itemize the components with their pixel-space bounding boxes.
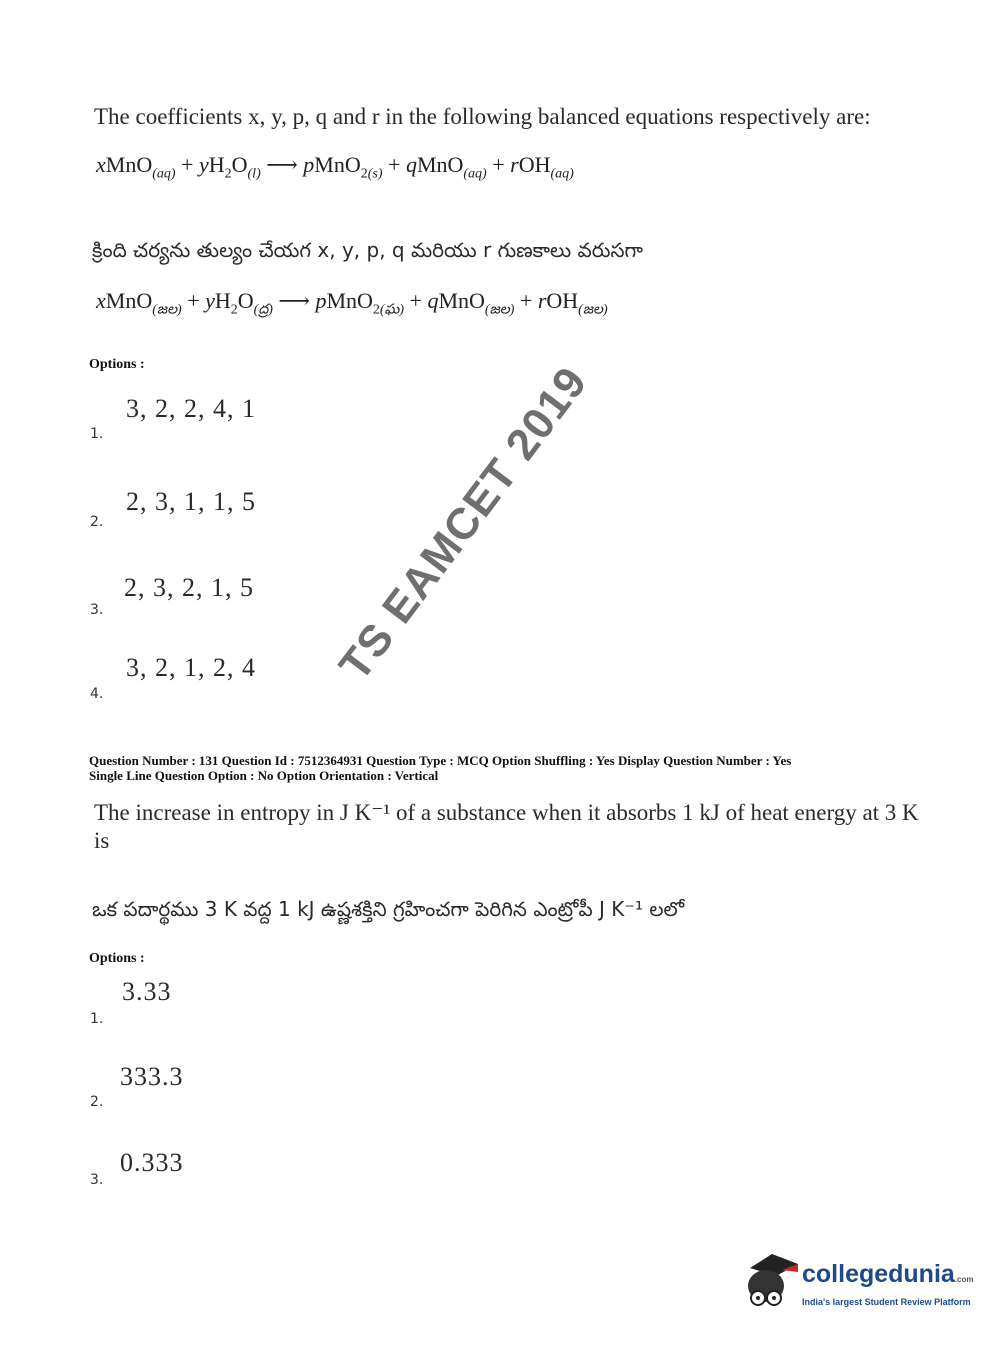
logo-tagline: India's largest Student Review Platform (802, 1297, 971, 1307)
option-1-value[interactable]: 3.33 (122, 977, 172, 1006)
options-label: Options : (89, 357, 145, 372)
question-text-english-line-1: The increase in entropy in J K⁻¹ of a substance when it absorbs 1 kJ of heat energy at 3 K (94, 800, 919, 825)
option-3-number: 3. (90, 602, 104, 618)
option-1-number: 1. (90, 426, 104, 442)
question-meta-line-1: Question Number : 131 Question Id : 7512364931 Question Type : MCQ Option Shuffling : Yes Display Question Number : Yes (89, 753, 792, 768)
option-4-number: 4. (90, 686, 104, 702)
option-2-value[interactable]: 2, 3, 1, 1, 5 (126, 487, 256, 516)
collegedunia-logo[interactable] (742, 1250, 972, 1320)
option-1-value[interactable]: 3, 2, 2, 4, 1 (126, 394, 256, 423)
options-label: Options : (89, 951, 145, 966)
option-2-value[interactable]: 333.3 (120, 1062, 184, 1091)
chemical-equation-telugu: xMnO$_{(జల)}$ + $yH_2O_{(ద్ర)}$ ⟶ pMnO$_{2(ఘ)}$ + qMnO$_{(జల)}$ + rOH$_{(జల)}$ (96, 288, 608, 318)
question-text-telugu: ఒక పదార్థము 3 K వద్ద 1 kJ ఉష్ణశక్తిని గ్రహించగా పెరిగిన ఎంట్రోపీ J K⁻¹ లలో (92, 897, 685, 921)
watermark: TS EAMCET 2019 (330, 357, 597, 690)
logo-wordmark: collegedunia.com (802, 1260, 974, 1288)
question-text-telugu: క్రింది చర్యను తుల్యం చేయగ x, y, p, q మరియు r గుణకాలు వరుసగా (92, 238, 643, 262)
question-text-english-line-2: is (94, 828, 110, 853)
option-3-value[interactable]: 0.333 (120, 1148, 184, 1177)
option-3-value[interactable]: 2, 3, 2, 1, 5 (124, 573, 254, 602)
question-meta-line-2: Single Line Question Option : No Option Orientation : Vertical (89, 768, 439, 783)
question-text-english: The coefficients x, y, p, q and r in the following balanced equations respectively are: (94, 104, 871, 129)
option-2-number: 2. (90, 1094, 104, 1110)
option-3-number: 3. (90, 1172, 104, 1188)
mascot-icon (742, 1250, 800, 1314)
option-4-value[interactable]: 3, 2, 1, 2, 4 (126, 653, 256, 682)
option-1-number: 1. (90, 1011, 104, 1027)
chemical-equation-english: xMnO$_{(aq)}$ + $yH_2O_{(l)}$ ⟶ pMnO$_{2(s)}$ + qMnO$_{(aq)}$ + rOH$_{(aq)}$ (96, 152, 574, 182)
option-2-number: 2. (90, 514, 104, 530)
